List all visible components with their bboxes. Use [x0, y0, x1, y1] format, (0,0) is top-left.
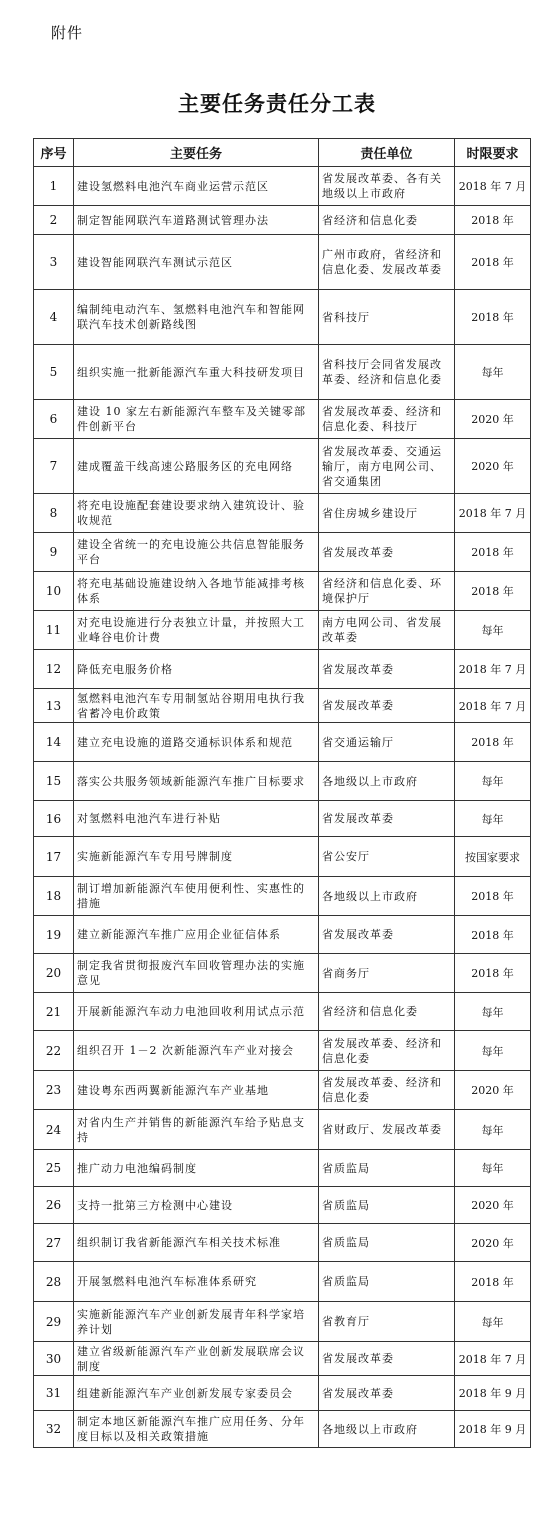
row-number: 18: [34, 877, 74, 916]
row-deadline: 2018 年 7 月: [455, 167, 531, 206]
row-unit: 省住房城乡建设厅: [319, 494, 455, 533]
row-deadline: 2018 年 7 月: [455, 689, 531, 723]
row-deadline: 2018 年: [455, 235, 531, 290]
row-deadline: 2018 年 7 月: [455, 650, 531, 689]
table-row: [34, 954, 531, 993]
row-task: 将充电设施配套建设要求纳入建筑设计、验收规范: [74, 494, 319, 533]
table-row: [34, 877, 531, 916]
table-row: [34, 1187, 531, 1224]
row-task: 氢燃料电池汽车专用制氢站谷期用电执行我省蓄冷电价政策: [74, 689, 319, 723]
table-row: [34, 1262, 531, 1302]
row-deadline: 2018 年 9 月: [455, 1376, 531, 1411]
row-deadline: 每年: [455, 1031, 531, 1071]
table-row: [34, 1411, 531, 1448]
table-row: [34, 1376, 531, 1411]
row-task: 制定本地区新能源汽车推广应用任务、分年度目标以及相关政策措施: [74, 1411, 319, 1448]
table-row: [34, 837, 531, 877]
row-unit: 省发展改革委、各有关地级以上市政府: [319, 167, 455, 206]
row-number: 32: [34, 1411, 74, 1448]
row-unit: 各地级以上市政府: [319, 762, 455, 801]
row-task: 开展氢燃料电池汽车标准体系研究: [74, 1262, 319, 1302]
row-deadline: 2020 年: [455, 1187, 531, 1224]
row-unit: 省发展改革委: [319, 650, 455, 689]
header-no: 序号: [34, 139, 74, 167]
row-unit: 省发展改革委: [319, 533, 455, 572]
table-row: [34, 723, 531, 762]
row-number: 14: [34, 723, 74, 762]
row-deadline: 每年: [455, 801, 531, 837]
row-number: 17: [34, 837, 74, 877]
row-number: 15: [34, 762, 74, 801]
row-number: 30: [34, 1342, 74, 1376]
table-row: [34, 345, 531, 400]
row-unit: 南方电网公司、省发展改革委: [319, 611, 455, 650]
row-deadline: 每年: [455, 1150, 531, 1187]
row-number: 23: [34, 1071, 74, 1110]
table-row: [34, 801, 531, 837]
row-number: 12: [34, 650, 74, 689]
header-task: 主要任务: [74, 139, 319, 167]
row-unit: 省经济和信息化委: [319, 993, 455, 1031]
row-number: 27: [34, 1224, 74, 1262]
table-row: [34, 235, 531, 290]
row-task: 组织召开 1－2 次新能源汽车产业对接会: [74, 1031, 319, 1071]
row-deadline: 2020 年: [455, 1224, 531, 1262]
row-deadline: 2018 年: [455, 916, 531, 954]
row-deadline: 2018 年: [455, 533, 531, 572]
table-row: [34, 1150, 531, 1187]
row-task: 组织实施一批新能源汽车重大科技研发项目: [74, 345, 319, 400]
row-task: 制定智能网联汽车道路测试管理办法: [74, 206, 319, 235]
row-task: 降低充电服务价格: [74, 650, 319, 689]
row-number: 3: [34, 235, 74, 290]
row-deadline: 2020 年: [455, 1071, 531, 1110]
row-unit: 各地级以上市政府: [319, 1411, 455, 1448]
row-deadline: 2018 年: [455, 1262, 531, 1302]
row-task: 开展新能源汽车动力电池回收利用试点示范: [74, 993, 319, 1031]
row-unit: 省发展改革委: [319, 1376, 455, 1411]
row-unit: 省发展改革委: [319, 801, 455, 837]
row-deadline: 2018 年: [455, 877, 531, 916]
row-deadline: 每年: [455, 1110, 531, 1150]
row-number: 28: [34, 1262, 74, 1302]
row-unit: 各地级以上市政府: [319, 877, 455, 916]
row-number: 21: [34, 993, 74, 1031]
row-task: 建立充电设施的道路交通标识体系和规范: [74, 723, 319, 762]
table-row: [34, 494, 531, 533]
row-task: 支持一批第三方检测中心建设: [74, 1187, 319, 1224]
row-unit: 省质监局: [319, 1187, 455, 1224]
row-number: 19: [34, 916, 74, 954]
row-task: 建设智能网联汽车测试示范区: [74, 235, 319, 290]
row-unit: 省商务厅: [319, 954, 455, 993]
table-row: [34, 689, 531, 723]
row-unit: 省发展改革委、经济和信息化委、科技厅: [319, 400, 455, 439]
row-deadline: 2020 年: [455, 400, 531, 439]
row-unit: 广州市政府，省经济和信息化委、发展改革委: [319, 235, 455, 290]
table-row: [34, 611, 531, 650]
row-task: 将充电基础设施建设纳入各地节能减排考核体系: [74, 572, 319, 611]
row-deadline: 2018 年: [455, 290, 531, 345]
table-row: [34, 1342, 531, 1376]
table-row: [34, 1031, 531, 1071]
row-number: 10: [34, 572, 74, 611]
table-row: [34, 167, 531, 206]
row-number: 26: [34, 1187, 74, 1224]
row-deadline: 按国家要求: [455, 837, 531, 877]
row-number: 13: [34, 689, 74, 723]
table-row: [34, 290, 531, 345]
row-unit: 省公安厅: [319, 837, 455, 877]
row-unit: 省质监局: [319, 1224, 455, 1262]
row-number: 8: [34, 494, 74, 533]
row-task: 制订增加新能源汽车使用便利性、实惠性的措施: [74, 877, 319, 916]
row-unit: 省科技厅会同省发展改革委、经济和信息化委: [319, 345, 455, 400]
row-number: 1: [34, 167, 74, 206]
header-unit: 责任单位: [319, 139, 455, 167]
row-deadline: 每年: [455, 1302, 531, 1342]
row-number: 29: [34, 1302, 74, 1342]
table-row: [34, 533, 531, 572]
table-row: [34, 1110, 531, 1150]
row-task: 实施新能源汽车产业创新发展青年科学家培养计划: [74, 1302, 319, 1342]
row-task: 建设 10 家左右新能源汽车整车及关键零部件创新平台: [74, 400, 319, 439]
row-task: 建设全省统一的充电设施公共信息智能服务平台: [74, 533, 319, 572]
row-unit: 省发展改革委、交通运输厅，南方电网公司、省交通集团: [319, 439, 455, 494]
table-body: [34, 167, 531, 1448]
row-number: 24: [34, 1110, 74, 1150]
row-unit: 省发展改革委、经济和信息化委: [319, 1071, 455, 1110]
table-row: [34, 1302, 531, 1342]
row-unit: 省发展改革委、经济和信息化委: [319, 1031, 455, 1071]
row-deadline: 每年: [455, 993, 531, 1031]
table-row: [34, 916, 531, 954]
row-number: 22: [34, 1031, 74, 1071]
row-task: 推广动力电池编码制度: [74, 1150, 319, 1187]
row-deadline: 2020 年: [455, 439, 531, 494]
row-unit: 省发展改革委: [319, 689, 455, 723]
row-task: 建成覆盖干线高速公路服务区的充电网络: [74, 439, 319, 494]
row-number: 31: [34, 1376, 74, 1411]
row-unit: 省教育厅: [319, 1302, 455, 1342]
row-number: 6: [34, 400, 74, 439]
row-number: 5: [34, 345, 74, 400]
row-number: 4: [34, 290, 74, 345]
table-row: [34, 206, 531, 235]
row-number: 20: [34, 954, 74, 993]
row-number: 11: [34, 611, 74, 650]
table-row: [34, 762, 531, 801]
row-task: 建立省级新能源汽车产业创新发展联席会议制度: [74, 1342, 319, 1376]
row-unit: 省经济和信息化委、环境保护厅: [319, 572, 455, 611]
row-task: 实施新能源汽车专用号牌制度: [74, 837, 319, 877]
attachment-label: 附件: [51, 24, 84, 42]
row-unit: 省质监局: [319, 1150, 455, 1187]
row-number: 25: [34, 1150, 74, 1187]
row-deadline: 2018 年 9 月: [455, 1411, 531, 1448]
row-deadline: 每年: [455, 345, 531, 400]
table-header-row: [34, 139, 531, 167]
row-deadline: 每年: [455, 611, 531, 650]
row-task: 组建新能源汽车产业创新发展专家委员会: [74, 1376, 319, 1411]
row-deadline: 2018 年 7 月: [455, 494, 531, 533]
row-unit: 省经济和信息化委: [319, 206, 455, 235]
row-deadline: 2018 年: [455, 723, 531, 762]
row-task: 对氢燃料电池汽车进行补贴: [74, 801, 319, 837]
table-row: [34, 439, 531, 494]
table-row: [34, 650, 531, 689]
row-task: 建设氢燃料电池汽车商业运营示范区: [74, 167, 319, 206]
task-responsibility-table: [33, 138, 531, 1448]
row-deadline: 2018 年: [455, 954, 531, 993]
table-row: [34, 1224, 531, 1262]
row-unit: 省交通运输厅: [319, 723, 455, 762]
row-number: 2: [34, 206, 74, 235]
row-number: 9: [34, 533, 74, 572]
row-deadline: 2018 年 7 月: [455, 1342, 531, 1376]
row-unit: 省发展改革委: [319, 916, 455, 954]
table-row: [34, 572, 531, 611]
row-task: 组织制订我省新能源汽车相关技术标准: [74, 1224, 319, 1262]
table-row: [34, 400, 531, 439]
row-task: 制定我省贯彻报废汽车回收管理办法的实施意见: [74, 954, 319, 993]
row-deadline: 2018 年: [455, 206, 531, 235]
row-unit: 省财政厅、发展改革委: [319, 1110, 455, 1150]
document-title: 主要任务责任分工表: [178, 91, 376, 116]
row-task: 落实公共服务领域新能源汽车推广目标要求: [74, 762, 319, 801]
row-unit: 省科技厅: [319, 290, 455, 345]
table-row: [34, 1071, 531, 1110]
row-deadline: 每年: [455, 762, 531, 801]
row-task: 建立新能源汽车推广应用企业征信体系: [74, 916, 319, 954]
row-number: 7: [34, 439, 74, 494]
row-task: 编制纯电动汽车、氢燃料电池汽车和智能网联汽车技术创新路线图: [74, 290, 319, 345]
row-task: 建设粤东西两翼新能源汽车产业基地: [74, 1071, 319, 1110]
row-task: 对省内生产并销售的新能源汽车给予贴息支持: [74, 1110, 319, 1150]
row-number: 16: [34, 801, 74, 837]
header-time: 时限要求: [455, 139, 531, 167]
row-deadline: 2018 年: [455, 572, 531, 611]
row-unit: 省发展改革委: [319, 1342, 455, 1376]
table-row: [34, 993, 531, 1031]
row-task: 对充电设施进行分表独立计量，并按照大工业峰谷电价计费: [74, 611, 319, 650]
row-unit: 省质监局: [319, 1262, 455, 1302]
